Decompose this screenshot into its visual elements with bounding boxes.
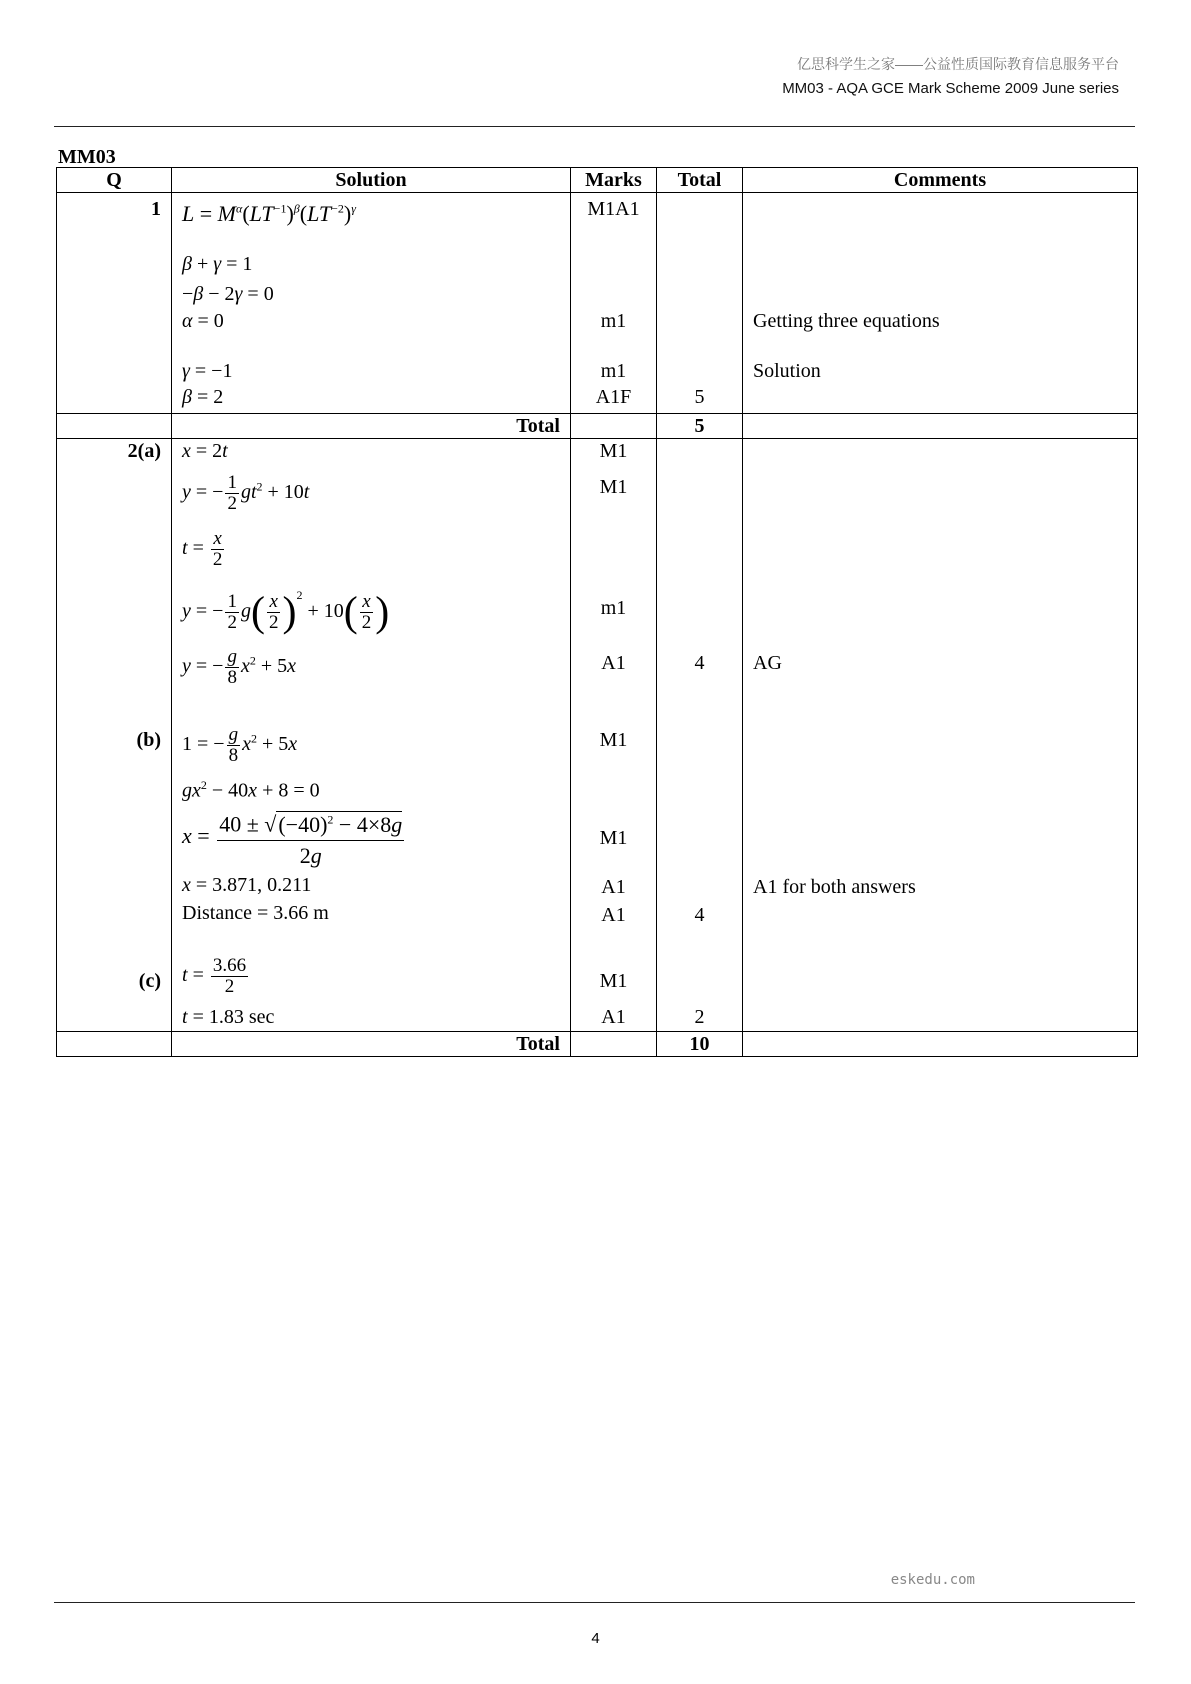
solution-step: $L = M^\alpha(LT^{-1})^\beta(LT^{-2})^\gamma$ [172, 193, 571, 250]
mark: A1 [571, 901, 657, 929]
header-site-name: 亿思科学生之家——公益性质国际教育信息服务平台 [797, 56, 1119, 72]
mark: m1 [571, 577, 657, 639]
solution-step: y = − $\frac{g}{8}$ $x^2 + 5x$ [172, 639, 571, 695]
mark: A1 [571, 873, 657, 901]
total-label: Total [172, 1031, 571, 1056]
table-row [57, 901, 1138, 929]
table-row [57, 193, 1138, 250]
table-row [57, 949, 1138, 1005]
solution-step: β + γ = 1 −β − 2γ = 0 [172, 249, 571, 309]
q-number: 1 [57, 193, 172, 250]
c-numerator: 3.66 [212, 955, 247, 977]
total-value: 5 [657, 414, 743, 439]
mark: A1 [571, 1005, 657, 1032]
q-number: 2(a) [57, 439, 172, 466]
total-value: 10 [657, 1031, 743, 1056]
col-total: Total [657, 168, 743, 193]
col-q: Q [57, 168, 172, 193]
c-result: 1.83 sec [208, 1005, 275, 1028]
table-row [57, 803, 1138, 873]
solution-step: x = 3.871, 0.211 [172, 873, 571, 901]
table-row [57, 639, 1138, 695]
solution-step: y = − $\frac{1}{2}$ g( $\frac{x}{2}$ )$^2$ + 10( $\frac{x}{2}$ ) [172, 577, 571, 639]
solution-step: x = 2t [172, 439, 571, 466]
table-row [57, 249, 1138, 309]
table-row [57, 773, 1138, 803]
total-row [57, 1031, 1138, 1056]
col-comments: Comments [743, 168, 1138, 193]
total-row [57, 414, 1138, 439]
table-row [57, 717, 1138, 773]
table-row [57, 521, 1138, 577]
q-number: (b) [57, 717, 172, 773]
solution-step: y = − $\frac{1}{2}$ $gt^2 + 10t$ [172, 465, 571, 521]
solution-step: t = 1.83 sec [172, 1005, 571, 1032]
col-solution: Solution [172, 168, 571, 193]
mark: m1 [571, 309, 657, 359]
table-row [57, 359, 1138, 385]
mark: M1 [571, 465, 657, 521]
comment: Getting three equations [743, 309, 1138, 359]
header-doc-title: MM03 - AQA GCE Mark Scheme 2009 June series [782, 80, 1119, 97]
header-rule [54, 126, 1135, 127]
table-row [57, 385, 1138, 414]
solution-step: x = $\frac{40 \pm √(-40)^2 - 4\times 8g}{2g}$ [172, 803, 571, 873]
q-number: (c) [57, 949, 172, 1005]
solution-step: γ = −1 [172, 359, 571, 385]
c-denominator: 2 [224, 976, 235, 998]
solution-step: 1 = − $\frac{g}{8}$ $x^2 + 5x$ [172, 717, 571, 773]
solution-step: t = $\frac{3.66}{2}$ [172, 949, 571, 1005]
table-row [57, 439, 1138, 466]
comment: Solution [743, 359, 1138, 385]
table-row [57, 465, 1138, 521]
solution-step: β = 2 [172, 385, 571, 414]
mark: A1F [571, 385, 657, 414]
solution-step: t = $\frac{x}{2}$ [172, 521, 571, 577]
page-number: 4 [591, 1630, 600, 1647]
solution-step: $gx^2 - 40x + 8 = 0$ [172, 773, 571, 803]
comment: AG [743, 639, 1138, 695]
total: 2 [657, 1005, 743, 1032]
table-row [57, 577, 1138, 639]
table-row [57, 1005, 1138, 1032]
total: 4 [657, 639, 743, 695]
mark-scheme-table [56, 167, 1138, 1057]
footer-rule [54, 1602, 1135, 1603]
total: 4 [657, 901, 743, 929]
total: 5 [657, 385, 743, 414]
page-header [782, 54, 1119, 97]
mark: M1 [571, 803, 657, 873]
table-row [57, 309, 1138, 359]
mark: A1 [571, 639, 657, 695]
solution-step: α = 0 [172, 309, 571, 359]
mark: M1 [571, 949, 657, 1005]
table-row [57, 873, 1138, 901]
mark: M1 [571, 717, 657, 773]
mark: M1 [571, 439, 657, 466]
solution-step: Distance = 3.66 m [172, 901, 571, 929]
mark: M1A1 [571, 193, 657, 250]
mark: m1 [571, 359, 657, 385]
section-title: MM03 [58, 146, 116, 168]
footer-site: eskedu.com [890, 1572, 975, 1588]
col-marks: Marks [571, 168, 657, 193]
comment: A1 for both answers [743, 873, 1138, 901]
roots-value: 3.871, 0.211 [212, 873, 312, 896]
total-label: Total [172, 414, 571, 439]
